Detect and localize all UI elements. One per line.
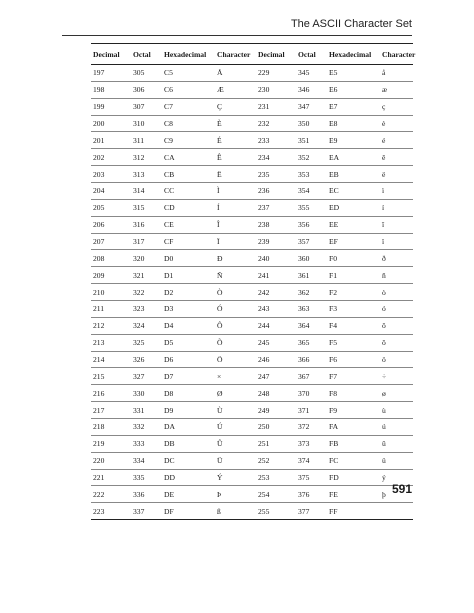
character-cell: å bbox=[380, 65, 413, 82]
octal-cell: 352 bbox=[296, 149, 327, 166]
decimal-cell: 252 bbox=[256, 452, 296, 469]
table-header-row bbox=[91, 44, 413, 65]
table-row bbox=[91, 368, 413, 385]
hexadecimal-cell: DA bbox=[162, 419, 215, 436]
character-cell: Ý bbox=[215, 469, 256, 486]
hexadecimal-cell: C7 bbox=[162, 98, 215, 115]
decimal-cell: 249 bbox=[256, 402, 296, 419]
octal-cell: 377 bbox=[296, 503, 327, 520]
character-cell: ó bbox=[380, 301, 413, 318]
octal-cell: 310 bbox=[131, 115, 162, 132]
character-cell: í bbox=[380, 199, 413, 216]
table-row bbox=[91, 351, 413, 368]
decimal-cell: 204 bbox=[91, 183, 131, 200]
decimal-cell: 254 bbox=[256, 486, 296, 503]
decimal-cell: 236 bbox=[256, 183, 296, 200]
character-cell: Ö bbox=[215, 351, 256, 368]
hexadecimal-cell: DB bbox=[162, 435, 215, 452]
table-row bbox=[91, 385, 413, 402]
octal-cell: 362 bbox=[296, 284, 327, 301]
octal-cell: 372 bbox=[296, 419, 327, 436]
character-cell: Þ bbox=[215, 486, 256, 503]
character-cell: Å bbox=[215, 65, 256, 82]
column-header-character: Character bbox=[215, 44, 256, 65]
decimal-cell: 251 bbox=[256, 435, 296, 452]
decimal-cell: 215 bbox=[91, 368, 131, 385]
hexadecimal-cell: D3 bbox=[162, 301, 215, 318]
octal-cell: 364 bbox=[296, 317, 327, 334]
column-header-hexadecimal-2: Hexadecimal bbox=[327, 44, 380, 65]
octal-cell: 374 bbox=[296, 452, 327, 469]
hexadecimal-cell: F0 bbox=[327, 250, 380, 267]
table-row bbox=[91, 435, 413, 452]
hexadecimal-cell: C6 bbox=[162, 81, 215, 98]
table-row bbox=[91, 199, 413, 216]
hexadecimal-cell: EC bbox=[327, 183, 380, 200]
column-header-decimal-2: Decimal bbox=[256, 44, 296, 65]
decimal-cell: 235 bbox=[256, 166, 296, 183]
column-header-character-2: Character bbox=[380, 44, 413, 65]
character-cell: ø bbox=[380, 385, 413, 402]
octal-cell: 323 bbox=[131, 301, 162, 318]
character-cell: Í bbox=[215, 199, 256, 216]
octal-cell: 313 bbox=[131, 166, 162, 183]
character-cell: Ï bbox=[215, 233, 256, 250]
hexadecimal-cell: C5 bbox=[162, 65, 215, 82]
table-row bbox=[91, 402, 413, 419]
character-cell: Đ bbox=[215, 250, 256, 267]
character-cell: Õ bbox=[215, 334, 256, 351]
character-cell: ñ bbox=[380, 267, 413, 284]
table-row bbox=[91, 98, 413, 115]
octal-cell: 314 bbox=[131, 183, 162, 200]
hexadecimal-cell: FA bbox=[327, 419, 380, 436]
decimal-cell: 229 bbox=[256, 65, 296, 82]
character-cell: ù bbox=[380, 402, 413, 419]
character-cell: ì bbox=[380, 183, 413, 200]
octal-cell: 315 bbox=[131, 199, 162, 216]
character-cell: Û bbox=[215, 435, 256, 452]
column-header-octal: Octal bbox=[131, 44, 162, 65]
hexadecimal-cell: C9 bbox=[162, 132, 215, 149]
hexadecimal-cell: DD bbox=[162, 469, 215, 486]
hexadecimal-cell: D6 bbox=[162, 351, 215, 368]
octal-cell: 361 bbox=[296, 267, 327, 284]
octal-cell: 346 bbox=[296, 81, 327, 98]
table-row bbox=[91, 469, 413, 486]
hexadecimal-cell: D9 bbox=[162, 402, 215, 419]
hexadecimal-cell: D8 bbox=[162, 385, 215, 402]
hexadecimal-cell: D2 bbox=[162, 284, 215, 301]
decimal-cell: 239 bbox=[256, 233, 296, 250]
hexadecimal-cell: F8 bbox=[327, 385, 380, 402]
hexadecimal-cell: E7 bbox=[327, 98, 380, 115]
character-cell: û bbox=[380, 435, 413, 452]
character-cell: Ù bbox=[215, 402, 256, 419]
character-cell: ò bbox=[380, 284, 413, 301]
column-header-decimal: Decimal bbox=[91, 44, 131, 65]
decimal-cell: 230 bbox=[256, 81, 296, 98]
decimal-cell: 248 bbox=[256, 385, 296, 402]
character-cell: æ bbox=[380, 81, 413, 98]
decimal-cell: 213 bbox=[91, 334, 131, 351]
hexadecimal-cell: F2 bbox=[327, 284, 380, 301]
character-cell: ß bbox=[215, 503, 256, 520]
hexadecimal-cell: CB bbox=[162, 166, 215, 183]
decimal-cell: 253 bbox=[256, 469, 296, 486]
hexadecimal-cell: DC bbox=[162, 452, 215, 469]
octal-cell: 330 bbox=[131, 385, 162, 402]
character-cell: õ bbox=[380, 334, 413, 351]
decimal-cell: 220 bbox=[91, 452, 131, 469]
header-rule bbox=[62, 35, 412, 36]
hexadecimal-cell: D4 bbox=[162, 317, 215, 334]
decimal-cell: 255 bbox=[256, 503, 296, 520]
hexadecimal-cell: E6 bbox=[327, 81, 380, 98]
decimal-cell: 231 bbox=[256, 98, 296, 115]
character-cell: Ì bbox=[215, 183, 256, 200]
hexadecimal-cell: F5 bbox=[327, 334, 380, 351]
octal-cell: 336 bbox=[131, 486, 162, 503]
hexadecimal-cell: ED bbox=[327, 199, 380, 216]
hexadecimal-cell: F6 bbox=[327, 351, 380, 368]
hexadecimal-cell: FF bbox=[327, 503, 380, 520]
hexadecimal-cell: CA bbox=[162, 149, 215, 166]
decimal-cell: 221 bbox=[91, 469, 131, 486]
decimal-cell: 203 bbox=[91, 166, 131, 183]
octal-cell: 305 bbox=[131, 65, 162, 82]
character-cell: Ü bbox=[215, 452, 256, 469]
table-row bbox=[91, 250, 413, 267]
hexadecimal-cell: E8 bbox=[327, 115, 380, 132]
character-cell: Ê bbox=[215, 149, 256, 166]
decimal-cell: 200 bbox=[91, 115, 131, 132]
decimal-cell: 214 bbox=[91, 351, 131, 368]
decimal-cell: 247 bbox=[256, 368, 296, 385]
hexadecimal-cell: EE bbox=[327, 216, 380, 233]
hexadecimal-cell: D0 bbox=[162, 250, 215, 267]
decimal-cell: 237 bbox=[256, 199, 296, 216]
decimal-cell: 238 bbox=[256, 216, 296, 233]
decimal-cell: 209 bbox=[91, 267, 131, 284]
hexadecimal-cell: D1 bbox=[162, 267, 215, 284]
decimal-cell: 218 bbox=[91, 419, 131, 436]
decimal-cell: 222 bbox=[91, 486, 131, 503]
table-row bbox=[91, 503, 413, 520]
hexadecimal-cell: E9 bbox=[327, 132, 380, 149]
hexadecimal-cell: F7 bbox=[327, 368, 380, 385]
page-number: 591 bbox=[391, 482, 412, 496]
column-header-hexadecimal: Hexadecimal bbox=[162, 44, 215, 65]
decimal-cell: 206 bbox=[91, 216, 131, 233]
table-row bbox=[91, 115, 413, 132]
octal-cell: 351 bbox=[296, 132, 327, 149]
hexadecimal-cell: F4 bbox=[327, 317, 380, 334]
octal-cell: 363 bbox=[296, 301, 327, 318]
decimal-cell: 205 bbox=[91, 199, 131, 216]
hexadecimal-cell: D5 bbox=[162, 334, 215, 351]
hexadecimal-cell: EF bbox=[327, 233, 380, 250]
character-cell bbox=[380, 503, 413, 520]
decimal-cell: 244 bbox=[256, 317, 296, 334]
octal-cell: 321 bbox=[131, 267, 162, 284]
hexadecimal-cell: EA bbox=[327, 149, 380, 166]
table-row bbox=[91, 132, 413, 149]
character-cell: É bbox=[215, 132, 256, 149]
octal-cell: 326 bbox=[131, 351, 162, 368]
octal-cell: 322 bbox=[131, 284, 162, 301]
character-cell: Ñ bbox=[215, 267, 256, 284]
octal-cell: 333 bbox=[131, 435, 162, 452]
table-row bbox=[91, 334, 413, 351]
octal-cell: 327 bbox=[131, 368, 162, 385]
character-cell: Æ bbox=[215, 81, 256, 98]
table-body bbox=[91, 65, 413, 520]
hexadecimal-cell: EB bbox=[327, 166, 380, 183]
decimal-cell: 212 bbox=[91, 317, 131, 334]
table-row bbox=[91, 267, 413, 284]
decimal-cell: 233 bbox=[256, 132, 296, 149]
character-cell: ú bbox=[380, 419, 413, 436]
octal-cell: 370 bbox=[296, 385, 327, 402]
character-cell: È bbox=[215, 115, 256, 132]
octal-cell: 324 bbox=[131, 317, 162, 334]
column-header-octal-2: Octal bbox=[296, 44, 327, 65]
character-cell: × bbox=[215, 368, 256, 385]
character-cell: Î bbox=[215, 216, 256, 233]
octal-cell: 365 bbox=[296, 334, 327, 351]
hexadecimal-cell: D7 bbox=[162, 368, 215, 385]
character-cell: þ bbox=[380, 486, 413, 503]
character-cell: ö bbox=[380, 351, 413, 368]
character-cell: é bbox=[380, 132, 413, 149]
decimal-cell: 201 bbox=[91, 132, 131, 149]
hexadecimal-cell: DF bbox=[162, 503, 215, 520]
decimal-cell: 202 bbox=[91, 149, 131, 166]
octal-cell: 325 bbox=[131, 334, 162, 351]
octal-cell: 360 bbox=[296, 250, 327, 267]
table-row bbox=[91, 233, 413, 250]
decimal-cell: 199 bbox=[91, 98, 131, 115]
character-cell: î bbox=[380, 216, 413, 233]
decimal-cell: 242 bbox=[256, 284, 296, 301]
octal-cell: 317 bbox=[131, 233, 162, 250]
decimal-cell: 219 bbox=[91, 435, 131, 452]
character-cell: Ò bbox=[215, 284, 256, 301]
table-row bbox=[91, 317, 413, 334]
table-row bbox=[91, 486, 413, 503]
decimal-cell: 223 bbox=[91, 503, 131, 520]
octal-cell: 306 bbox=[131, 81, 162, 98]
ascii-table-container bbox=[91, 43, 416, 520]
hexadecimal-cell: F9 bbox=[327, 402, 380, 419]
running-header-title: The ASCII Character Set bbox=[290, 18, 412, 30]
decimal-cell: 198 bbox=[91, 81, 131, 98]
octal-cell: 332 bbox=[131, 419, 162, 436]
table-row bbox=[91, 419, 413, 436]
octal-cell: 373 bbox=[296, 435, 327, 452]
character-cell: ê bbox=[380, 149, 413, 166]
character-cell: è bbox=[380, 115, 413, 132]
decimal-cell: 245 bbox=[256, 334, 296, 351]
hexadecimal-cell: F3 bbox=[327, 301, 380, 318]
octal-cell: 331 bbox=[131, 402, 162, 419]
table-row bbox=[91, 452, 413, 469]
octal-cell: 366 bbox=[296, 351, 327, 368]
character-cell: ô bbox=[380, 317, 413, 334]
octal-cell: 320 bbox=[131, 250, 162, 267]
octal-cell: 371 bbox=[296, 402, 327, 419]
character-cell: ü bbox=[380, 452, 413, 469]
decimal-cell: 207 bbox=[91, 233, 131, 250]
decimal-cell: 241 bbox=[256, 267, 296, 284]
octal-cell: 355 bbox=[296, 199, 327, 216]
hexadecimal-cell: C8 bbox=[162, 115, 215, 132]
character-cell: ç bbox=[380, 98, 413, 115]
table-row bbox=[91, 166, 413, 183]
octal-cell: 337 bbox=[131, 503, 162, 520]
octal-cell: 376 bbox=[296, 486, 327, 503]
table-row bbox=[91, 65, 413, 82]
character-cell: Ú bbox=[215, 419, 256, 436]
character-cell: ð bbox=[380, 250, 413, 267]
table-row bbox=[91, 183, 413, 200]
decimal-cell: 217 bbox=[91, 402, 131, 419]
table-row bbox=[91, 284, 413, 301]
decimal-cell: 240 bbox=[256, 250, 296, 267]
hexadecimal-cell: FC bbox=[327, 452, 380, 469]
table-row bbox=[91, 81, 413, 98]
decimal-cell: 216 bbox=[91, 385, 131, 402]
character-cell: Ô bbox=[215, 317, 256, 334]
decimal-cell: 197 bbox=[91, 65, 131, 82]
character-cell: Ø bbox=[215, 385, 256, 402]
octal-cell: 354 bbox=[296, 183, 327, 200]
octal-cell: 307 bbox=[131, 98, 162, 115]
decimal-cell: 246 bbox=[256, 351, 296, 368]
octal-cell: 316 bbox=[131, 216, 162, 233]
hexadecimal-cell: DE bbox=[162, 486, 215, 503]
octal-cell: 367 bbox=[296, 368, 327, 385]
octal-cell: 335 bbox=[131, 469, 162, 486]
table-row bbox=[91, 216, 413, 233]
octal-cell: 356 bbox=[296, 216, 327, 233]
table-row bbox=[91, 149, 413, 166]
decimal-cell: 243 bbox=[256, 301, 296, 318]
character-cell: Ë bbox=[215, 166, 256, 183]
decimal-cell: 232 bbox=[256, 115, 296, 132]
hexadecimal-cell: CF bbox=[162, 233, 215, 250]
octal-cell: 347 bbox=[296, 98, 327, 115]
octal-cell: 375 bbox=[296, 469, 327, 486]
octal-cell: 350 bbox=[296, 115, 327, 132]
decimal-cell: 234 bbox=[256, 149, 296, 166]
octal-cell: 334 bbox=[131, 452, 162, 469]
character-cell: ï bbox=[380, 233, 413, 250]
decimal-cell: 210 bbox=[91, 284, 131, 301]
character-cell: ë bbox=[380, 166, 413, 183]
octal-cell: 353 bbox=[296, 166, 327, 183]
hexadecimal-cell: CC bbox=[162, 183, 215, 200]
ascii-table bbox=[91, 43, 416, 520]
hexadecimal-cell: FE bbox=[327, 486, 380, 503]
decimal-cell: 208 bbox=[91, 250, 131, 267]
character-cell: Ó bbox=[215, 301, 256, 318]
character-cell: ý bbox=[380, 469, 413, 486]
hexadecimal-cell: CD bbox=[162, 199, 215, 216]
decimal-cell: 211 bbox=[91, 301, 131, 318]
octal-cell: 345 bbox=[296, 65, 327, 82]
decimal-cell: 250 bbox=[256, 419, 296, 436]
hexadecimal-cell: FD bbox=[327, 469, 380, 486]
character-cell: Ç bbox=[215, 98, 256, 115]
hexadecimal-cell: F1 bbox=[327, 267, 380, 284]
octal-cell: 357 bbox=[296, 233, 327, 250]
octal-cell: 312 bbox=[131, 149, 162, 166]
character-cell: ÷ bbox=[380, 368, 413, 385]
hexadecimal-cell: CE bbox=[162, 216, 215, 233]
hexadecimal-cell: FB bbox=[327, 435, 380, 452]
hexadecimal-cell: E5 bbox=[327, 65, 380, 82]
octal-cell: 311 bbox=[131, 132, 162, 149]
table-row bbox=[91, 301, 413, 318]
